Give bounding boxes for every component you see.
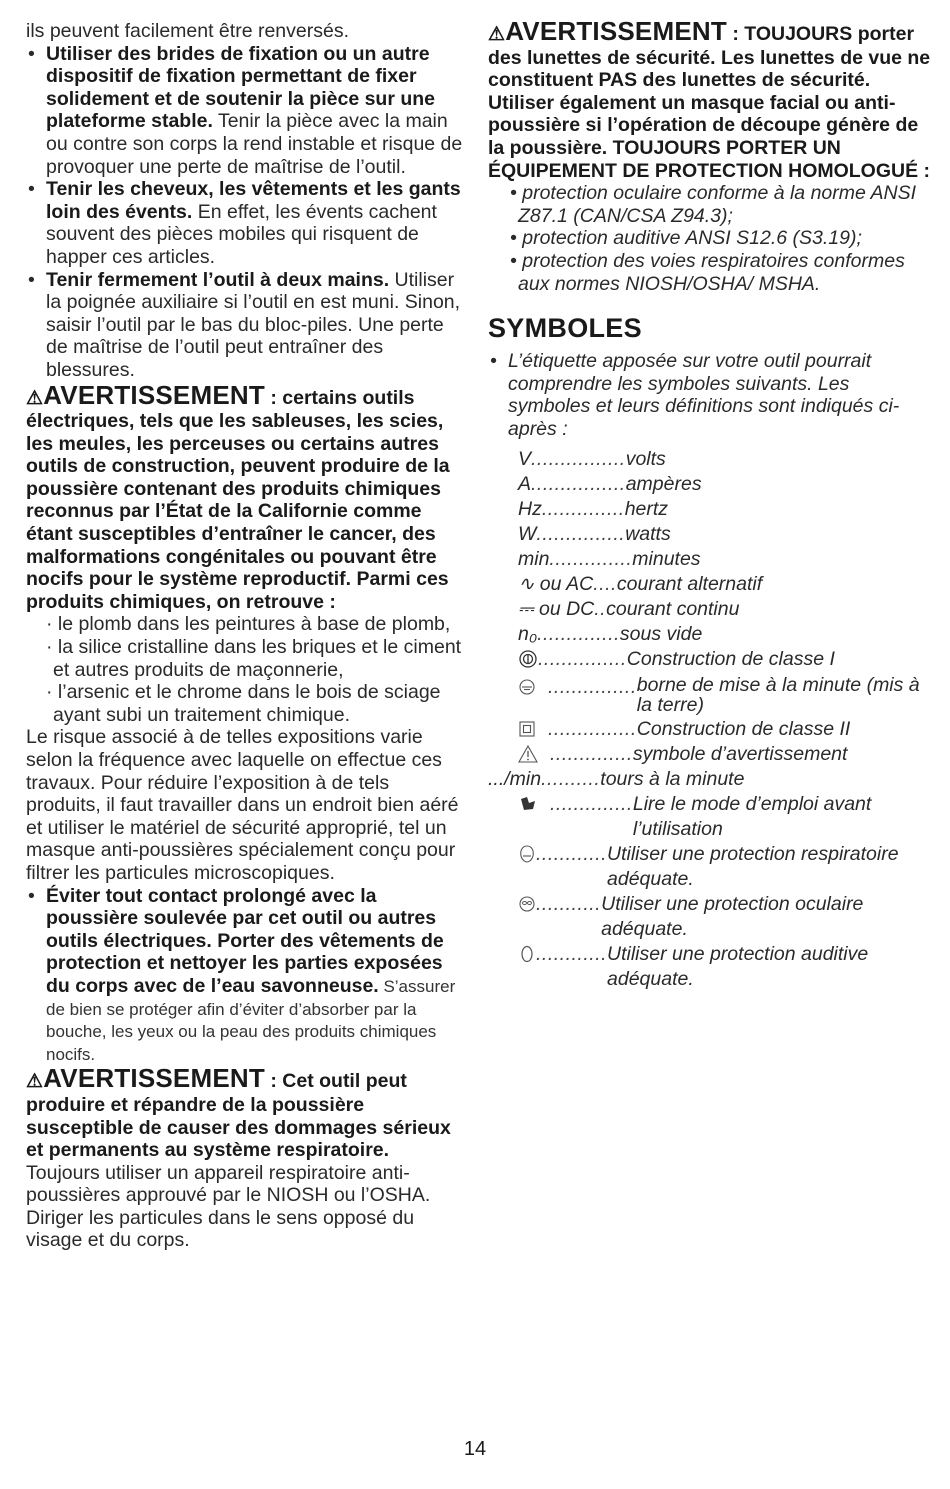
no-load-symbol: n₀	[518, 622, 538, 645]
bullet-dust-text: S’assurer de bien se protéger afin d’éviter d’absorber par la bouche, les yeux ou la peau des produits chimiques nocifs.	[46, 976, 456, 1064]
class-2-icon	[518, 717, 548, 742]
symbol-definition: ampères	[625, 472, 702, 495]
safety-bullets-2	[26, 885, 466, 1066]
symbol-definition: Construction de classe I	[626, 647, 835, 670]
ppe-list	[488, 182, 933, 295]
bullet-hair-text: En effet, les évents cachent souvent des pièces mobiles qui risquent de happer ces articles.	[46, 200, 437, 268]
bullet-dust-contact	[26, 885, 466, 1066]
symbol-definition: Utiliser une protection oculaire adéquate.	[601, 892, 864, 940]
page-number: 14	[463, 1438, 487, 1460]
symbol-code: V	[518, 447, 532, 470]
symbol-row	[518, 742, 933, 767]
leader-dots: ..............	[541, 497, 625, 520]
leader-dots: ..............	[550, 742, 633, 765]
leader-dots: ............	[536, 942, 608, 965]
intro-text: ils peuvent facilement être renversés.	[26, 20, 349, 42]
class-1-icon	[518, 647, 538, 672]
ppe-respiratory: • protection des voies respiratoires conformes aux normes NIOSH/OSHA/ MSHA.	[510, 249, 905, 295]
symbol-definition: borne de mise à la minute (mis à la terre)	[636, 673, 920, 716]
leader-dots: ..........	[541, 767, 601, 790]
leader-dots: ..............	[550, 792, 633, 815]
leader-dots: ..............	[549, 547, 633, 570]
symbol-code: W	[518, 522, 537, 545]
symbol-definition: Utiliser une protection respiratoire adéquate.	[607, 842, 899, 890]
symbol-definition: Construction de classe II	[636, 717, 851, 740]
symbol-code: Hz	[518, 497, 542, 520]
warning-california-text: certains outils électriques, tels que les sableuses, les scies, les meules, les perceuses ou certains autres outils de construction, peuvent produire de la poussière contenant des produits chimiques reconnus par l’État de la Californie comme étant susceptibles d’entraîner le cancer, des malformations congénitales ou pouvant être nocifs pour le système reproductif. Parmi ces produits chimiques, on retrouve :	[26, 386, 450, 613]
symbol-row	[518, 942, 933, 992]
warning-respiratory-bold: Cet outil peut produire et répandre de la poussière susceptible de causer des dommages sérieux et permanents au système respiratoire.	[26, 1070, 451, 1162]
leader-dots: ..............	[537, 622, 620, 645]
symbol-row	[518, 842, 933, 892]
symbol-row	[518, 622, 933, 647]
symbols-table	[488, 447, 933, 992]
warning-respiratory-text: Toujours utiliser un appareil respiratoire anti-poussières approuvé par le NIOSH ou l’OSHA. Diriger les particules dans le sens opposé du visage et du corps.	[26, 1161, 431, 1252]
right-column	[488, 16, 933, 992]
symbol-definition: minutes	[632, 547, 701, 570]
risk-text: Le risque associé à de telles expositions varie selon la fréquence avec laquelle on effectue ces travaux. Pour réduire l’exposition à de tels produits, il faut travailler dans un endroit bien aéré et utiliser le matériel de sécurité approprié, tel un masque anti-poussières spécialement conçu pour filtrer les particules microscopiques.	[26, 726, 459, 884]
leader-dots: ...............	[548, 717, 637, 740]
leader-dots: ...........	[536, 892, 602, 915]
warning-eyewear-text: TOUJOURS porter des lunettes de sécurité. Les lunettes de vue ne constituent PAS des lunettes de sécurité. Utiliser également un masque facial ou anti-poussière si l’opération de découpe génère de la poussière. TOUJOURS PORTER UN ÉQUIPEMENT DE PROTECTION HOMOLOGUÉ :	[488, 23, 931, 182]
symbol-row	[518, 472, 933, 497]
chemical-arsenic: · l’arsenic et le chrome dans le bois de sciage ayant subi un traitement chimique.	[46, 681, 441, 726]
bullet-dust-bold: Éviter tout contact prolongé avec la poussière soulevée par cet outil ou autres outils électriques. Porter des vêtements de protection et nettoyer les parties exposées du corps avec de l’eau savonneuse.	[46, 884, 444, 997]
bullet-clamps-text: Tenir la pièce avec la main ou contre son corps la rend instable et risque de provoquer une perte de maîtrise de l’outil.	[46, 110, 463, 178]
symbol-row	[488, 767, 933, 792]
symbol-row	[518, 892, 933, 942]
leader-dots: ................	[531, 472, 626, 495]
leader-dots: ............	[536, 842, 608, 865]
bullet-hair	[26, 178, 466, 268]
warning-head: AVERTISSEMENT	[43, 1063, 265, 1094]
leader-dots: ...............	[536, 522, 626, 545]
bullet-clamps-bold: Utiliser des brides de fixation ou un autre dispositif de fixation permettant de fixer solidement et de soutenir la pièce sur une plateforme stable.	[46, 42, 436, 133]
goggles-icon	[518, 892, 536, 942]
symbol-definition: Lire le mode d’emploi avant l’utilisation	[632, 792, 872, 840]
warning-triangle-icon: ⚠	[26, 1071, 44, 1093]
warning-head: AVERTISSEMENT	[43, 379, 265, 410]
symbol-definition: hertz	[624, 497, 669, 520]
symbol-definition: watts	[625, 522, 671, 545]
chemical-list	[26, 613, 466, 726]
respirator-icon	[518, 842, 536, 892]
warning-colon: :	[264, 1070, 283, 1093]
warning-triangle-icon: ⚠	[488, 24, 506, 45]
warning-icon	[518, 742, 550, 767]
ppe-hearing: • protection auditive ANSI S12.6 (S3.19);	[510, 227, 862, 250]
bullet-two-hands-bold: Tenir fermement l’outil à deux mains.	[46, 268, 390, 291]
manual-icon	[518, 792, 550, 842]
symbol-row	[518, 447, 933, 472]
symbol-definition: Utiliser une protection auditive adéquate.	[607, 942, 869, 990]
leader-dots: ....	[593, 572, 617, 595]
symbol-definition: sous vide	[619, 622, 703, 645]
symbol-definition: symbole d’avertissement	[632, 742, 848, 765]
rpm-symbol: .../min	[488, 767, 542, 790]
dc-symbol: ⎓ ou DC	[518, 597, 595, 620]
leader-dots: ...............	[538, 647, 627, 670]
warning-head: AVERTISSEMENT	[505, 16, 727, 46]
bullet-two-hands-text: Utiliser la poignée auxiliaire si l’outil en est muni. Sinon, saisir l’outil par le bas du bloc-piles. Une perte de maîtrise de l’outil peut entraîner des blessures.	[46, 268, 461, 381]
symbol-row	[518, 647, 933, 672]
ppe-eye: • protection oculaire conforme à la norme ANSI Z87.1 (CAN/CSA Z94.3);	[510, 182, 917, 227]
symbol-code: A	[518, 472, 532, 495]
symbol-row	[518, 522, 933, 547]
symbol-definition: volts	[625, 447, 666, 470]
symbol-row	[518, 572, 933, 597]
symbol-definition: courant alternatif	[616, 572, 763, 595]
chemical-silica: · la silice cristalline dans les briques et le ciment et autres produits de maçonnerie,	[46, 636, 462, 681]
symbol-code: min	[518, 547, 550, 570]
chemical-lead: · le plomb dans les peintures à base de plomb,	[46, 613, 451, 636]
warning-eyewear	[488, 16, 933, 182]
ground-icon	[518, 675, 548, 715]
symbols-intro: • L’étiquette apposée sur votre outil pourrait comprendre les symboles suivants. Les symboles et leurs définitions sont indiqués ci-après :	[488, 350, 933, 440]
symbol-definition: tours à la minute	[600, 767, 745, 790]
symbol-row	[518, 597, 933, 622]
symbol-row	[518, 497, 933, 522]
symbol-row	[518, 675, 933, 715]
bullet-two-hands	[26, 269, 466, 382]
symbols-heading: SYMBOLES	[488, 313, 642, 344]
symbol-definition: courant continu	[606, 597, 740, 620]
leader-dots: ...............	[548, 675, 637, 698]
bullet-clamps	[26, 43, 466, 179]
leader-dots: ..	[594, 597, 607, 620]
warning-respiratory	[26, 1063, 466, 1252]
ac-symbol: ∿ ou AC	[518, 572, 594, 595]
warning-colon: :	[264, 386, 283, 409]
symbols-intro-list	[488, 350, 933, 440]
symbol-row	[518, 547, 933, 572]
warning-triangle-icon: ⚠	[26, 387, 44, 409]
ear-icon	[518, 942, 536, 992]
leader-dots: ................	[531, 447, 626, 470]
warning-colon: :	[726, 23, 745, 45]
bullet-hair-bold: Tenir les cheveux, les vêtements et les gants loin des évents.	[46, 178, 461, 223]
left-column	[26, 20, 466, 1252]
safety-bullets-1	[26, 43, 466, 382]
symbol-row	[518, 792, 933, 842]
warning-california	[26, 379, 466, 614]
symbol-row	[518, 717, 933, 742]
